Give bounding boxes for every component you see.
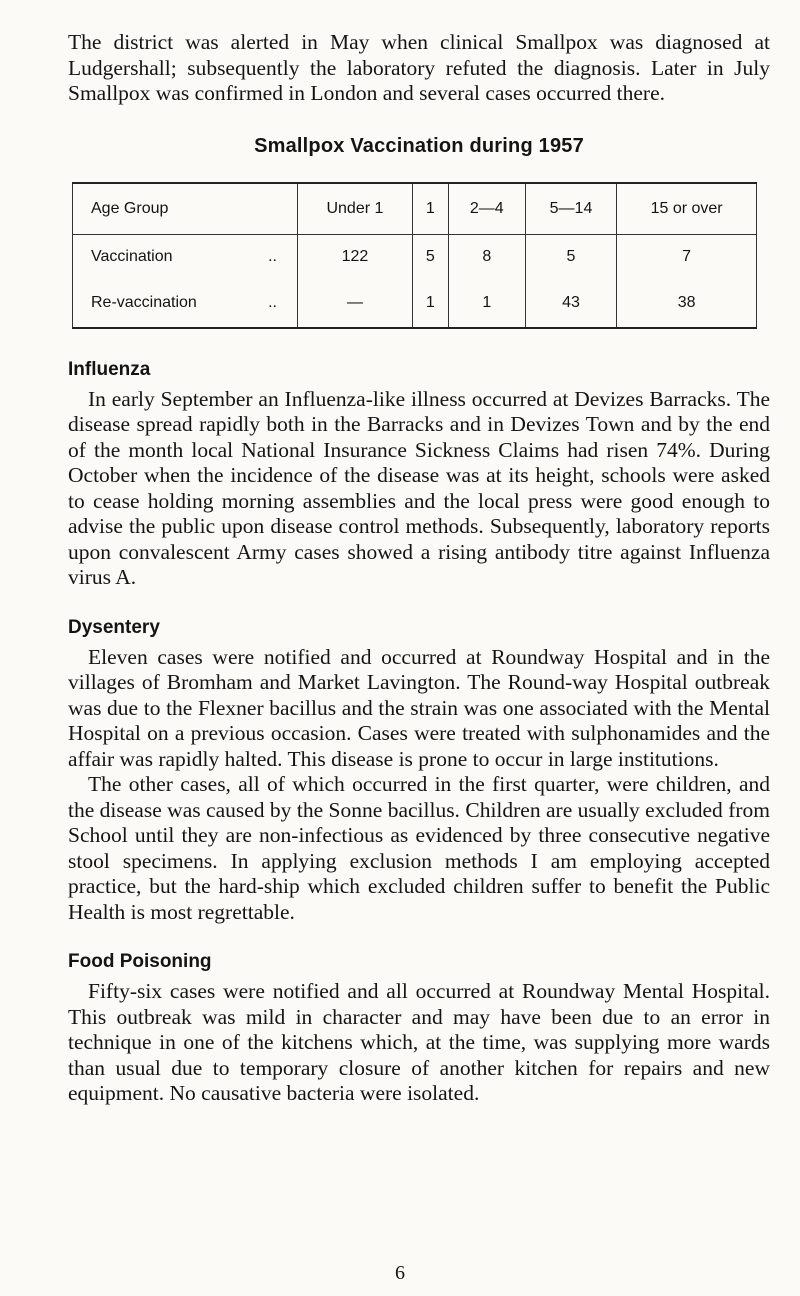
page-number: 6 — [395, 1262, 405, 1284]
heading-dysentery: Dysentery — [68, 616, 160, 638]
table-header-row — [73, 183, 757, 235]
table-cell: 43 — [525, 279, 617, 328]
dysentery-paragraph-2: The other cases, all of which occurred in the first quarter, were children, and the disease was caused by the Sonne bacillus. Children are usually excluded from School until they are non-infectious as evidenced by three consecutive negative stool specimens. In applying exclusion methods I am employing accepted practice, but the hard-ship which excluded children suffer to benefit the Public Health is most regrettable. — [68, 772, 770, 924]
row-label — [73, 234, 298, 279]
row-label-text: Vaccination — [91, 247, 173, 265]
document-page — [68, 30, 770, 1107]
table-cell: 5 — [525, 234, 617, 279]
table-cell: 1 — [412, 279, 448, 328]
leader-dots: .. — [268, 293, 277, 311]
leader-dots: .. — [268, 247, 277, 265]
table-cell: 8 — [448, 234, 525, 279]
header-age-group: Age Group — [73, 183, 298, 235]
vaccination-table — [72, 182, 757, 329]
header-1: 1 — [412, 183, 448, 235]
influenza-paragraph: In early September an Influenza-like illness occurred at Devizes Barracks. The disease spread rapidly both in the Barracks and in Devizes Town and by the end of the month local National Insurance Sickness Claims had risen 74%. During October when the incidence of the disease was at its height, schools were asked to cease holding morning assemblies and the local press were good enough to advise the public upon disease control methods. Subsequently, laboratory reports upon convalescent Army cases showed a rising antibody titre against Influenza virus A. — [68, 386, 770, 589]
table-cell: 5 — [412, 234, 448, 279]
header-15-or-over: 15 or over — [617, 183, 757, 235]
header-under-1: Under 1 — [298, 183, 413, 235]
dysentery-paragraph-1: Eleven cases were notified and occurred at Roundway Hospital and in the villages of Bromham and Market Lavington. The Round-way Hospital outbreak was due to the Flexner bacillus and the strain was one associated with the Mental Hospital on a previous occasion. Cases were treated with sulphonamides and the affair was rapidly halted. This disease is prone to occur in large institutions. — [68, 644, 770, 771]
table-cell: 122 — [298, 234, 413, 279]
table-title: Smallpox Vaccination during 1957 — [254, 134, 584, 157]
row-label — [73, 279, 298, 328]
table-cell: 1 — [448, 279, 525, 328]
heading-food-poisoning: Food Poisoning — [68, 951, 212, 972]
table-cell: — — [298, 279, 413, 328]
heading-influenza: Influenza — [68, 358, 151, 380]
table-cell: 38 — [617, 279, 757, 328]
table-row — [73, 279, 757, 328]
header-2-4: 2—4 — [448, 183, 525, 235]
header-5-14: 5—14 — [525, 183, 617, 235]
food-poisoning-paragraph: Fifty-six cases were notified and all occurred at Roundway Mental Hospital. This outbreak was mild in character and may have been due to an error in technique in one of the kitchens which, at the time, was supplying more wards than usual due to temporary closure of another kitchen for repairs and new equipment. No causative bacteria were isolated. — [68, 979, 770, 1105]
table-row — [73, 234, 757, 279]
row-label-text: Re-vaccination — [91, 293, 197, 311]
intro-paragraph: The district was alerted in May when clinical Smallpox was diagnosed at Ludgershall; subsequently the laboratory refuted the diagnosis. Later in July Smallpox was confirmed in London and several cases occurred there. — [68, 30, 770, 105]
table-cell: 7 — [617, 234, 757, 279]
